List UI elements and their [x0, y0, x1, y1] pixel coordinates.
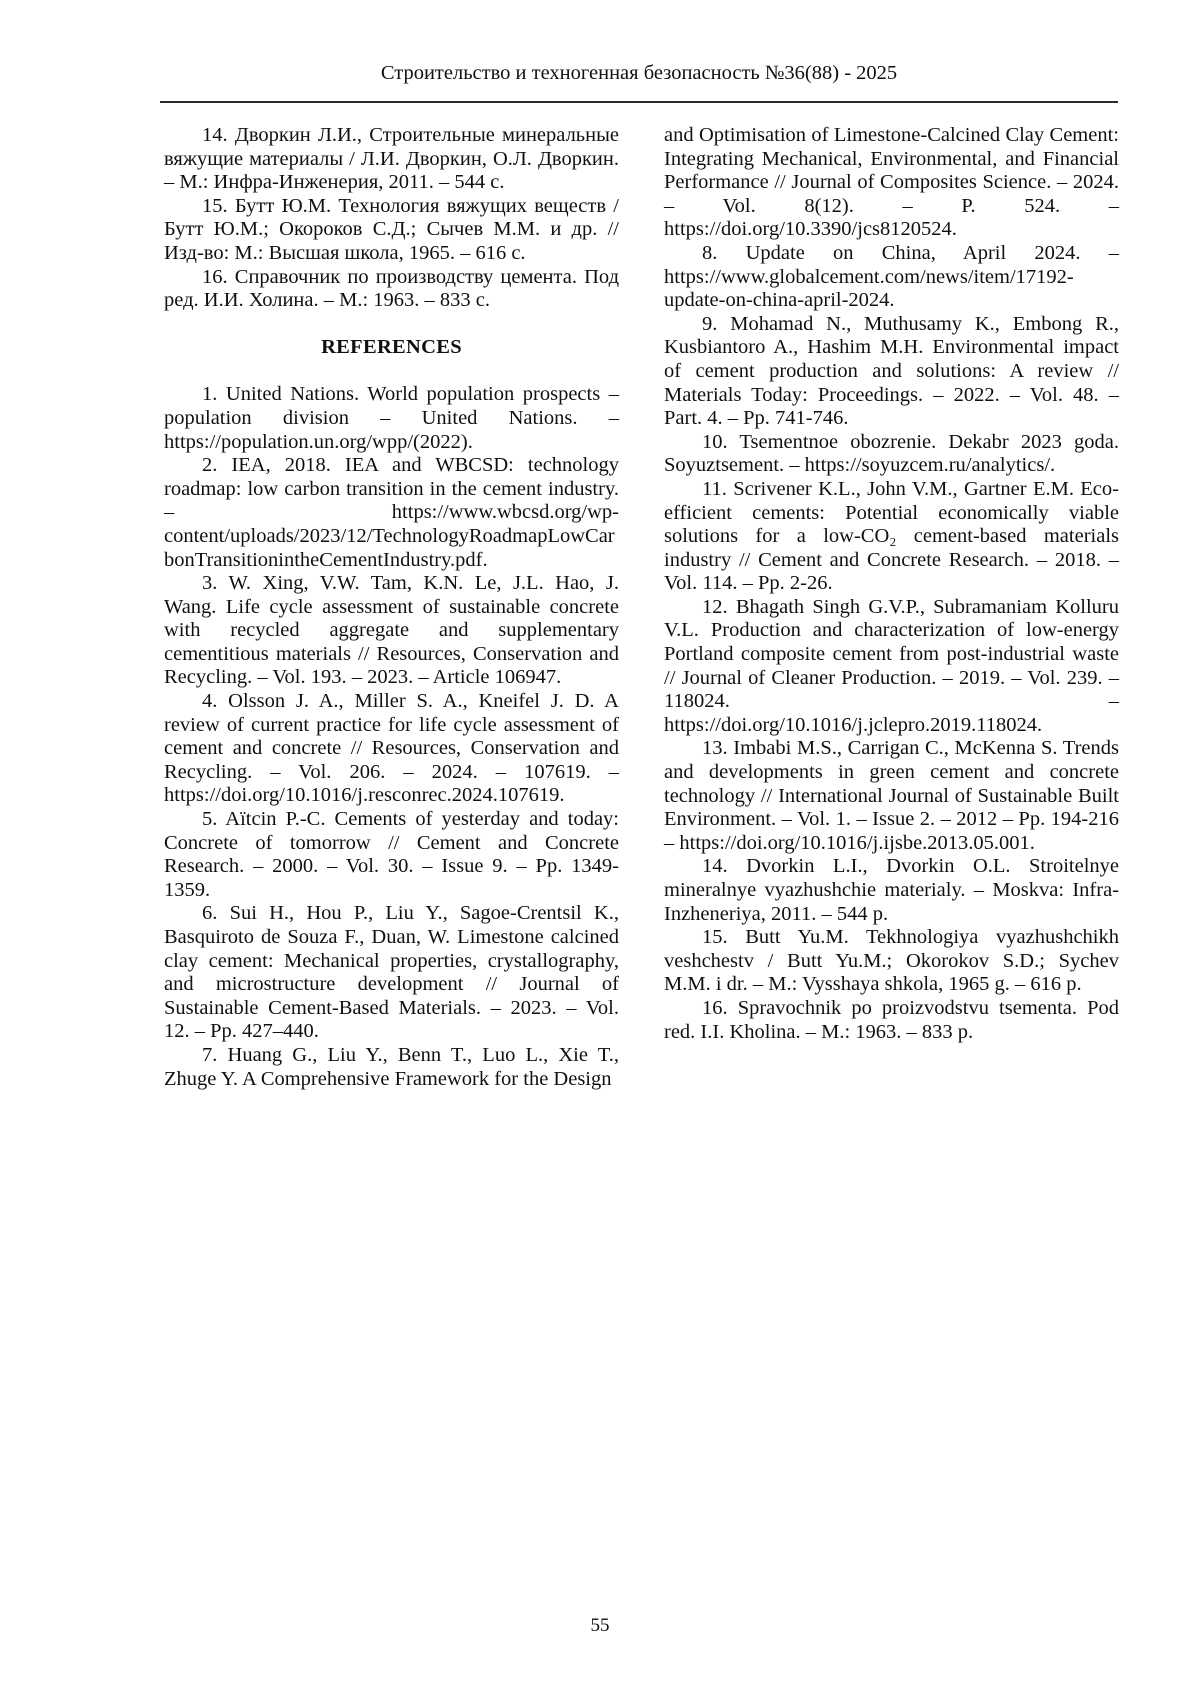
reference-item-ru-16: 16. Справочник по производству цемента. Под ред. И.И. Холина. – М.: 1963. – 833 с. [164, 265, 619, 312]
reference-item-en-15: 15. Butt Yu.M. Tekhnologiya vyazhushchikh veshchestv / Butt Yu.M.; Okorokov S.D.; Sychev M.M. i dr. – M.: Vysshaya shkola, 1965 g. – 616 p. [664, 926, 1119, 996]
reference-item-7-start: 7. Huang G., Liu Y., Benn T., Luo L., Xie T., Zhuge Y. A Comprehensive Framework for the Design [164, 1043, 619, 1090]
reference-item-2: 2. IEA, 2018. IEA and WBCSD: technology roadmap: low carbon transition in the cement industry. – https://www.wbcsd.org/wp-content/uploads/2023/12/TechnologyRoadmapLowCarbonTransitionintheCementIndustry.pdf. [164, 454, 619, 571]
reference-item-5: 5. Aïtcin P.-C. Cements of yesterday and today: Concrete of tomorrow // Cement and Concrete Research. – 2000. – Vol. 30. – Issue 9. – Pp. 1349-1359. [164, 808, 619, 901]
references-heading: REFERENCES [321, 335, 462, 358]
reference-item-3: 3. W. Xing, V.W. Tam, K.N. Le, J.L. Hao, J. Wang. Life cycle assessment of sustainable concrete with recycled aggregate and supplementary cementitious materials // Resources, Conservation and Recycling. – Vol. 193. – 2023. – Article 106947. [164, 572, 619, 689]
two-column-text-area [164, 124, 1119, 1091]
reference-item-8: 8. Update on China, April 2024. – https://www.globalcement.com/news/item/17192-update-on-china-april-2024. [664, 241, 1119, 312]
reference-item-en-14: 14. Dvorkin L.I., Dvorkin O.L. Stroitelnye mineralnye vyazhushchie materialy. – Moskva: Infra-Inzheneriya, 2011. – 544 p. [664, 855, 1119, 925]
page-number: 55 [590, 1615, 610, 1636]
reference-item-10: 10. Tsementnoe obozrenie. Dekabr 2023 goda. Soyuztsement. – https://soyuzcem.ru/analytics/. [664, 430, 1119, 477]
reference-item-12: 12. Bhagath Singh G.V.P., Subramaniam Kolluru V.L. Production and characterization of low-energy Portland composite cement from post-industrial waste // Journal of Cleaner Production. – 2019. – Vol. 239. – 118024. – https://doi.org/10.1016/j.jclepro.2019.118024. [664, 595, 1119, 736]
right-column [664, 124, 1119, 1091]
reference-item-1: 1. United Nations. World population prospects – population division – United Nations. – https://population.un.org/wpp/(2022). [164, 383, 619, 453]
reference-item-ru-14: 14. Дворкин Л.И., Строительные минеральные вяжущие материалы / Л.И. Дворкин, О.Л. Дворкин. – М.: Инфра-Инженерия, 2011. – 544 с. [164, 124, 619, 194]
journal-title: Строительство и техногенная безопасность №36(88) - 2025 [380, 62, 898, 84]
reference-item-9: 9. Mohamad N., Muthusamy K., Embong R., Kusbiantoro A., Hashim M.H. Environmental impact of cement production and solutions: A review // Materials Today: Proceedings. – 2022. – Vol. 48. – Part. 4. – Pp. 741-746. [664, 312, 1119, 430]
reference-item-en-16: 16. Spravochnik po proizvodstvu tsementa. Pod red. I.I. Kholina. – M.: 1963. – 833 p. [664, 996, 1119, 1043]
reference-item-11: 11. Scrivener K.L., John V.M., Gartner E.M. Eco-efficient cements: Potential economically viable solutions for a low-CO₂ cement-based materials industry // Cement and Concrete Research. – 2018. – Vol. 114. – Pp. 2-26. [664, 477, 1119, 595]
reference-item-13: 13. Imbabi M.S., Carrigan C., McKenna S. Trends and developments in green cement and concrete technology // International Journal of Sustainable Built Environment. – Vol. 1. – Issue 2. – 2012 – Pp. 194-216 – https://doi.org/10.1016/j.ijsbe.2013.05.001. [664, 737, 1119, 854]
reference-item-6: 6. Sui H., Hou P., Liu Y., Sagoe-Crentsil K., Basquiroto de Souza F., Duan, W. Limestone calcined clay cement: Mechanical properties, crystallography, and microstructure development // Journal of Sustainable Cement-Based Materials. – 2023. – Vol. 12. – Pp. 427–440. [164, 902, 619, 1043]
journal-header [160, 62, 1118, 103]
left-column [164, 124, 619, 1091]
reference-item-ru-15: 15. Бутт Ю.М. Технология вяжущих веществ / Бутт Ю.М.; Окороков С.Д.; Сычев М.М. и др. // Изд-во: М.: Высшая школа, 1965. – 616 с. [164, 194, 619, 264]
reference-item-7-continuation: and Optimisation of Limestone-Calcined Clay Cement: Integrating Mechanical, Environmental, and Financial Performance // Journal of Composites Science. – 2024. – Vol. 8(12). – P. 524. – https://doi.org/10.3390/jcs8120524. [664, 124, 1119, 241]
reference-item-4: 4. Olsson J. A., Miller S. A., Kneifel J. D. A review of current practice for life cycle assessment of cement and concrete // Resources, Conservation and Recycling. – Vol. 206. – 2024. – 107619. – https://doi.org/10.1016/j.resconrec.2024.107619. [164, 690, 619, 807]
